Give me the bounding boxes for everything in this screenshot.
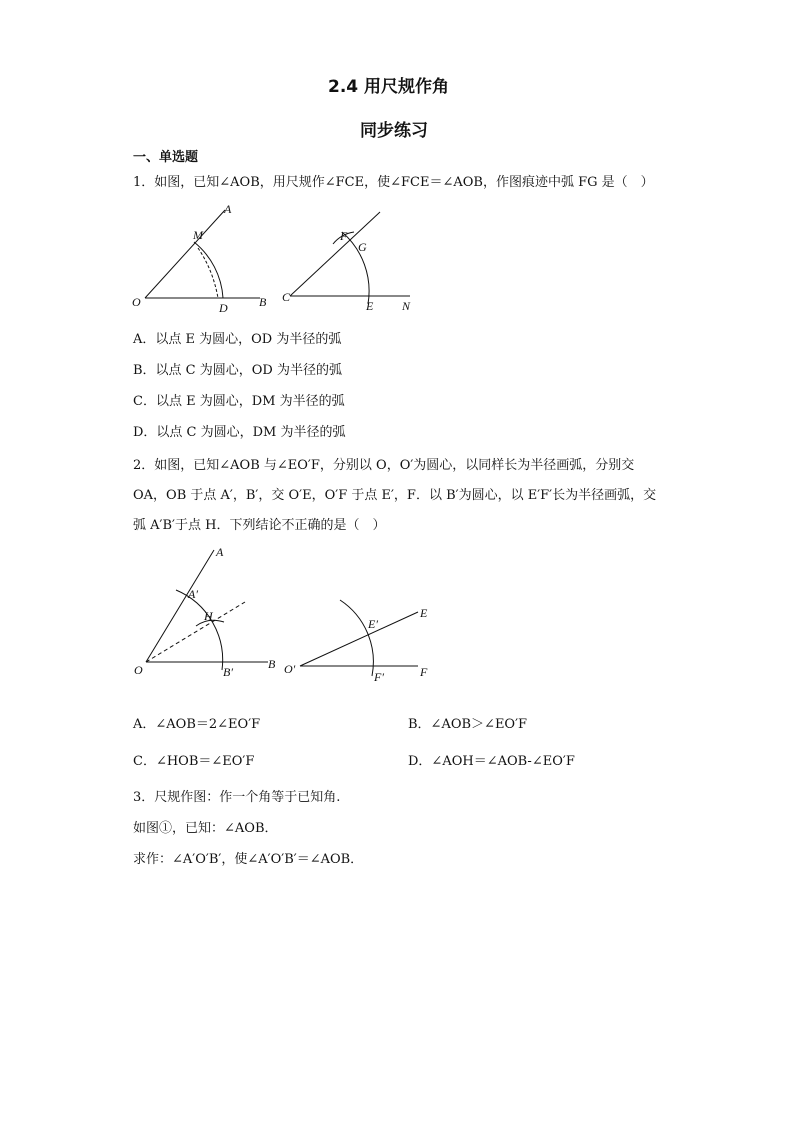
q1-figure	[130, 198, 430, 318]
q1-ray-cf	[290, 212, 380, 296]
q2-label-e: E	[420, 606, 428, 620]
q1-dashed-arc	[198, 248, 218, 298]
q1-label-b: B	[259, 295, 267, 309]
q1-arc-md	[194, 242, 223, 298]
q2-label-f-prime: F′	[374, 670, 384, 682]
q2-label-h: H	[204, 609, 213, 623]
q1-label-f: F	[340, 229, 348, 243]
q2-label-e-prime: E′	[368, 617, 378, 631]
q1-ray-oa	[145, 210, 225, 298]
q2-ray-oe	[300, 612, 418, 666]
section-label: 一、单选题	[133, 150, 199, 165]
q1-option-b: B．以点 C 为圆心，OD 为半径的弧	[133, 363, 342, 378]
page-subtitle: 同步练习	[360, 121, 428, 141]
q1-label-o: O	[132, 295, 141, 309]
q1-label-d: D	[219, 301, 228, 315]
q1-label-e: E	[366, 299, 374, 313]
q2-arc-ef	[340, 600, 373, 676]
q2-option-a: A．∠AOB＝2∠EO′F	[133, 717, 261, 732]
q1-label-a: A	[224, 202, 232, 216]
q2-option-b: B．∠AOB＞∠EO′F	[408, 717, 528, 732]
q3-line-3: 求作：∠A′O′B′，使∠A′O′B′＝∠AOB．	[133, 852, 364, 867]
q1-label-g: G	[358, 240, 367, 254]
q1-label-c: C	[282, 290, 291, 304]
q2-figure-left	[134, 545, 276, 679]
q2-label-a-prime: A′	[188, 587, 198, 601]
q2-label-f: F	[420, 665, 428, 679]
q1-option-d: D．以点 C 为圆心，DM 为半径的弧	[133, 425, 346, 440]
q1-option-c: C．以点 E 为圆心，DM 为半径的弧	[133, 394, 345, 409]
q2-figure-right	[284, 600, 428, 682]
q3-line-1: 3．尺规作图：作一个角等于已知角.	[133, 790, 341, 805]
q3-line-2: 如图①，已知：∠AOB．	[133, 821, 278, 836]
q2-figure	[128, 542, 438, 682]
q2-label-b-prime: B′	[223, 665, 233, 679]
q2-option-c: C．∠HOB＝∠EO′F	[133, 754, 255, 769]
q1-figure-left	[132, 202, 267, 315]
q2-stem-line-2: OA，OB 于点 A′，B′，交 O′E，O′F 于点 E′，F．以 B′为圆心，以 E′F′长为半径画弧，交	[133, 488, 657, 503]
q2-ray-oh	[146, 602, 245, 662]
q2-option-d: D．∠AOH＝∠AOB-∠EO′F	[408, 754, 575, 769]
q2-label-o: O	[134, 663, 143, 677]
q2-label-b: B	[268, 657, 276, 671]
q1-figure-right	[282, 212, 411, 313]
q1-stem: 1．如图，已知∠AOB，用尺规作∠FCE，使∠FCE＝∠AOB，作图痕迹中弧 FG 是（ ）	[133, 175, 654, 190]
q2-label-o-prime: O′	[284, 662, 296, 676]
q2-stem-line-3: 弧 A′B′于点 H．下列结论不正确的是（ ）	[133, 518, 386, 533]
q1-label-n: N	[402, 299, 411, 313]
page-title: 2.4 用尺规作角	[328, 77, 450, 97]
q1-label-m: M	[193, 228, 203, 242]
q2-label-a: A	[216, 545, 224, 559]
q2-stem-line-1: 2．如图，已知∠AOB 与∠EO′F，分别以 O，O′为圆心，以同样长为半径画弧，分别交	[133, 458, 635, 473]
q1-option-a: A．以点 E 为圆心，OD 为半径的弧	[133, 332, 342, 347]
q2-ray-oa	[146, 550, 214, 662]
